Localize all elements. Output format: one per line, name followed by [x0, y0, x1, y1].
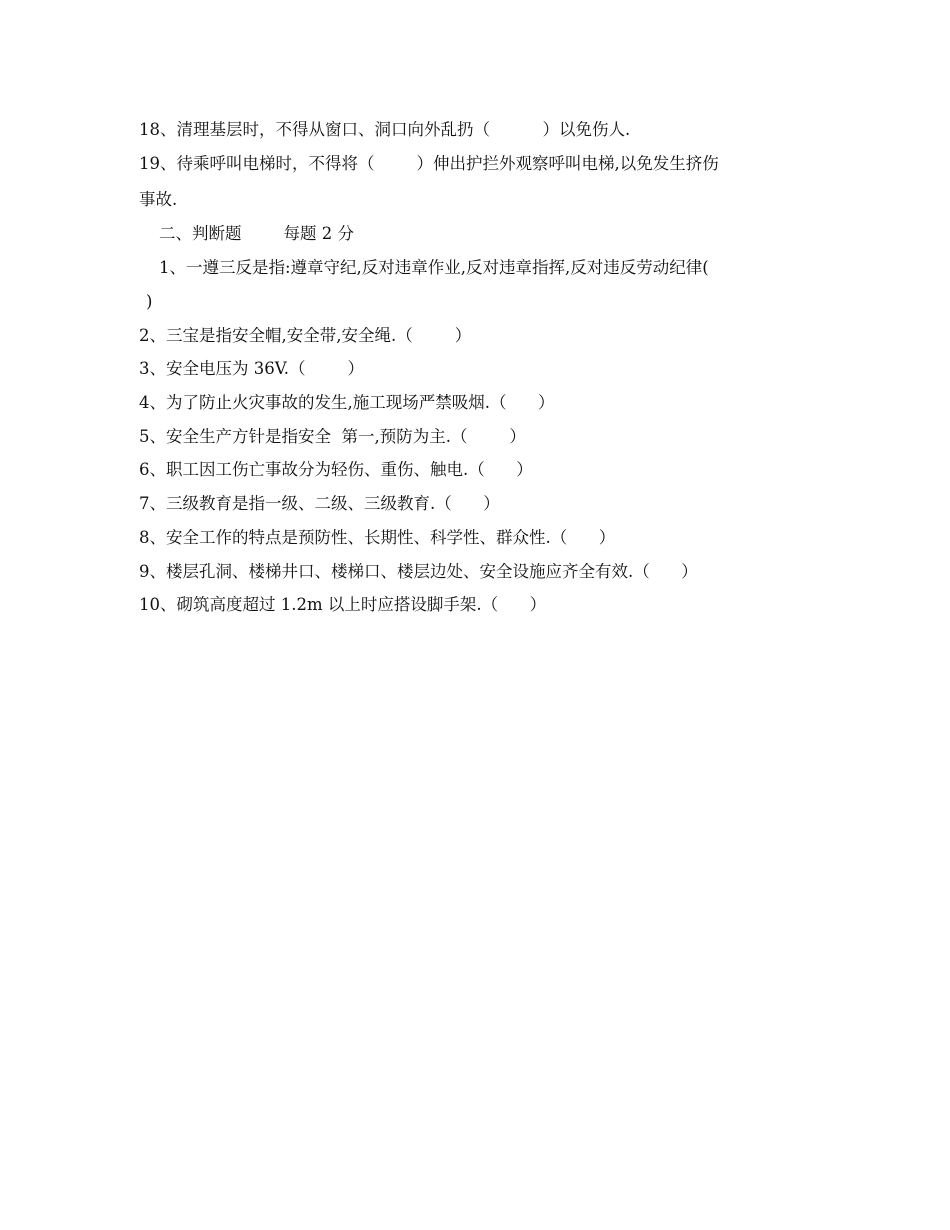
tf-item-1-line2: ) — [146, 292, 153, 311]
tf-item-6: 6、职工因工伤亡事故分为轻伤、重伤、触电.（ ） — [139, 460, 533, 479]
tf-item-2: 2、三宝是指安全帽,安全带,安全绳.（ ） — [139, 326, 472, 345]
tf-item-9: 9、楼层孔洞、楼梯井口、楼梯口、楼层边处、安全设施应齐全有效.（ ） — [139, 562, 698, 581]
question-18: 18、清理基层时，不得从窗口、洞口向外乱扔（ ）以免伤人. — [139, 120, 631, 139]
question-19-line2: 事故. — [139, 190, 178, 209]
tf-item-4: 4、为了防止火灾事故的发生,施工现场严禁吸烟.（ ） — [139, 393, 555, 412]
section-heading-true-false: 二、判断题 每题 2 分 — [159, 224, 354, 243]
tf-item-5: 5、安全生产方针是指安全 第一,预防为主.（ ） — [139, 427, 526, 446]
tf-item-1-line1: 1、一遵三反是指:遵章守纪,反对违章作业,反对违章指挥,反对违反劳动纪律( — [159, 258, 709, 277]
tf-item-7: 7、三级教育是指一级、二级、三级教育.（ ） — [139, 494, 500, 513]
tf-item-3: 3、安全电压为 36V.（ ） — [139, 359, 364, 378]
tf-item-8: 8、安全工作的特点是预防性、长期性、科学性、群众性.（ ） — [139, 528, 616, 547]
question-19-line1: 19、待乘呼叫电梯时，不得将（ ）伸出护拦外观察呼叫电梯,以免发生挤伤 — [139, 154, 719, 173]
tf-item-10: 10、砌筑高度超过 1.2m 以上时应搭设脚手架.（ ） — [139, 595, 547, 614]
